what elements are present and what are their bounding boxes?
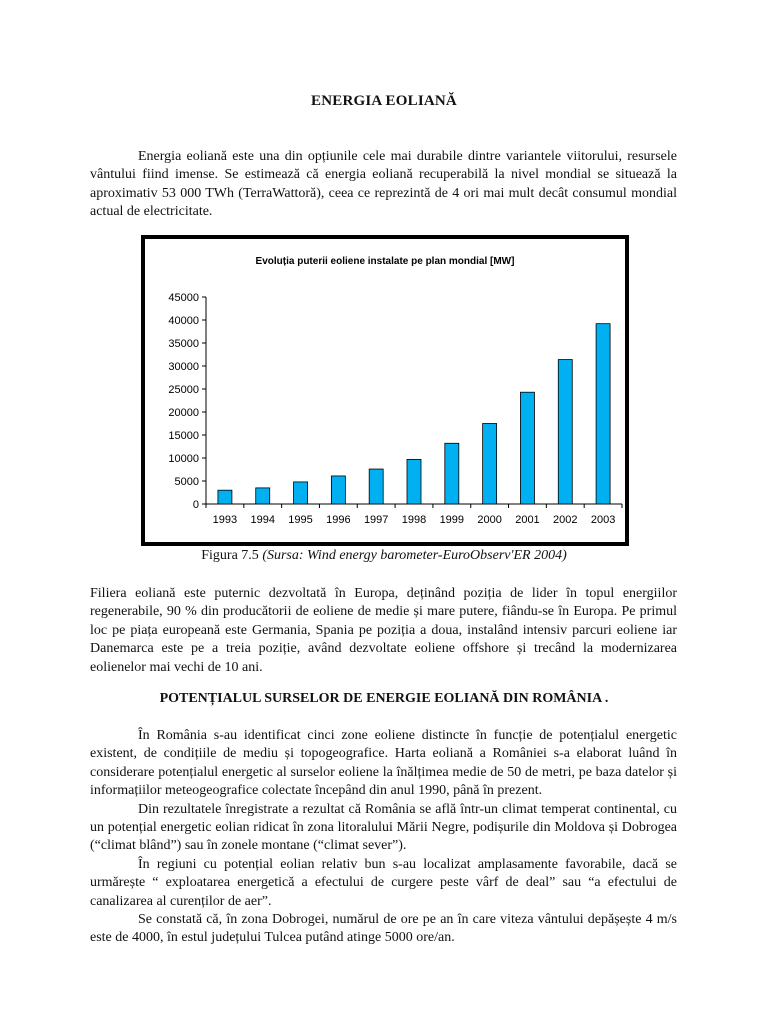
bar	[331, 476, 345, 504]
y-tick-label: 30000	[168, 361, 199, 373]
y-tick-label: 5000	[174, 476, 199, 488]
x-tick-label: 1998	[401, 514, 427, 526]
romania-section	[90, 727, 677, 948]
section-paragraph: În România s-au identificat cinci zone eoliene distincte în funcție de potențialul energetic existent, de condițiile de mediu și topogeografice. Harta eoliană a României s-a elaborat luând în considerare potențialul energetic al surselor eoliene la înălțimea medie de 50 de metri, pe baza datelor și informațiilor meteogeografice colectate începând din anul 1990, până în prezent.	[90, 728, 677, 799]
figure-caption-source: (Sursa: Wind energy barometer-EuroObserv'ER 2004)	[262, 548, 567, 563]
x-tick-label: 1993	[212, 514, 238, 526]
bar	[256, 488, 270, 504]
x-tick-label: 2001	[515, 514, 540, 526]
chart-title: Evoluția puterii eoliene instalate pe plan mondial [MW]	[255, 256, 515, 267]
bar	[558, 360, 572, 504]
section-paragraph: Se constată că, în zona Dobrogei, numărul de ore pe an în care viteza vântului depășește 4 m/s este de 4000, în estul județului Tulcea putând atinge 5000 ore/an.	[90, 912, 677, 946]
y-tick-label: 15000	[168, 430, 199, 442]
section-paragraph: În regiuni cu potențial eolian relativ bun s-au localizat amplasamente favorabile, dacă se urmărește “ exploatarea energetică a efectului de curgere peste vârf de deal” sau “a efectului de canalizarea al curenților de aer”.	[90, 856, 677, 909]
y-tick-label: 45000	[168, 292, 199, 304]
x-tick-label: 1996	[326, 514, 351, 526]
europe-paragraph: Filiera eoliană este puternic dezvoltată în Europa, deținând poziția de lider în topul energiilor regenerabile, 90 % din producătorii de eoliene de medie și mare putere, fiându-se în Europa. Pe primul loc pe piața europeană este Germania, Spania pe poziția a doua, instalând intensiv parcuri eoliene iar Danemarca este pe a treia poziție, având dezvoltate eoliene offshore și trecând la modernizarea eolienelor mai vechi de 10 ani.	[90, 586, 677, 675]
x-tick-label: 2002	[553, 514, 578, 526]
x-tick-label: 1999	[439, 514, 465, 526]
bar	[596, 324, 610, 504]
bar	[407, 459, 421, 504]
bar	[445, 443, 459, 504]
figure-caption	[0, 548, 768, 564]
intro-paragraph: Energia eoliană este una din opțiunile cele mai durabile dintre variantele viitorului, resursele vântului fiind imense. Se estimează că energia eoliană recuperabilă la nivel mondial se situează la aproximativ 53 000 TWh (TerraWattoră), ceea ce reprezintă de 4 ori mai mult decât consumul mondial actual de electricitate.	[90, 149, 677, 220]
y-tick-label: 25000	[168, 384, 199, 396]
bar	[218, 490, 232, 504]
x-tick-label: 1997	[363, 514, 389, 526]
y-tick-label: 20000	[168, 407, 199, 419]
y-tick-label: 0	[192, 499, 199, 511]
bar	[369, 469, 383, 504]
section-title: POTENȚIALUL SURSELOR DE ENERGIE EOLIANĂ DIN ROMÂNIA .	[159, 691, 609, 706]
y-tick-label: 10000	[168, 453, 199, 465]
x-tick-label: 1994	[250, 514, 275, 526]
figure-caption-prefix: Figura 7.5	[201, 548, 263, 563]
bar	[294, 482, 308, 504]
section-paragraph: Din rezultatele înregistrate a rezultat că România se află într-un climat temperat continental, cu un potențial energetic eolian ridicat în zona litoralului Mării Negre, podișurile din Moldova și Dobrogea (“climat blând”) sau în zonele montane (“climat sever”).	[90, 801, 677, 854]
chart-svg	[145, 239, 625, 542]
document-title: ENERGIA EOLIANĂ	[311, 93, 457, 109]
x-tick-label: 1995	[288, 514, 313, 526]
y-tick-label: 35000	[168, 338, 199, 350]
x-tick-label: 2003	[590, 514, 616, 526]
y-tick-label: 40000	[168, 315, 199, 327]
bar	[483, 424, 497, 505]
bar	[520, 392, 534, 504]
x-tick-label: 2000	[477, 514, 502, 526]
wind-power-chart	[141, 235, 629, 546]
